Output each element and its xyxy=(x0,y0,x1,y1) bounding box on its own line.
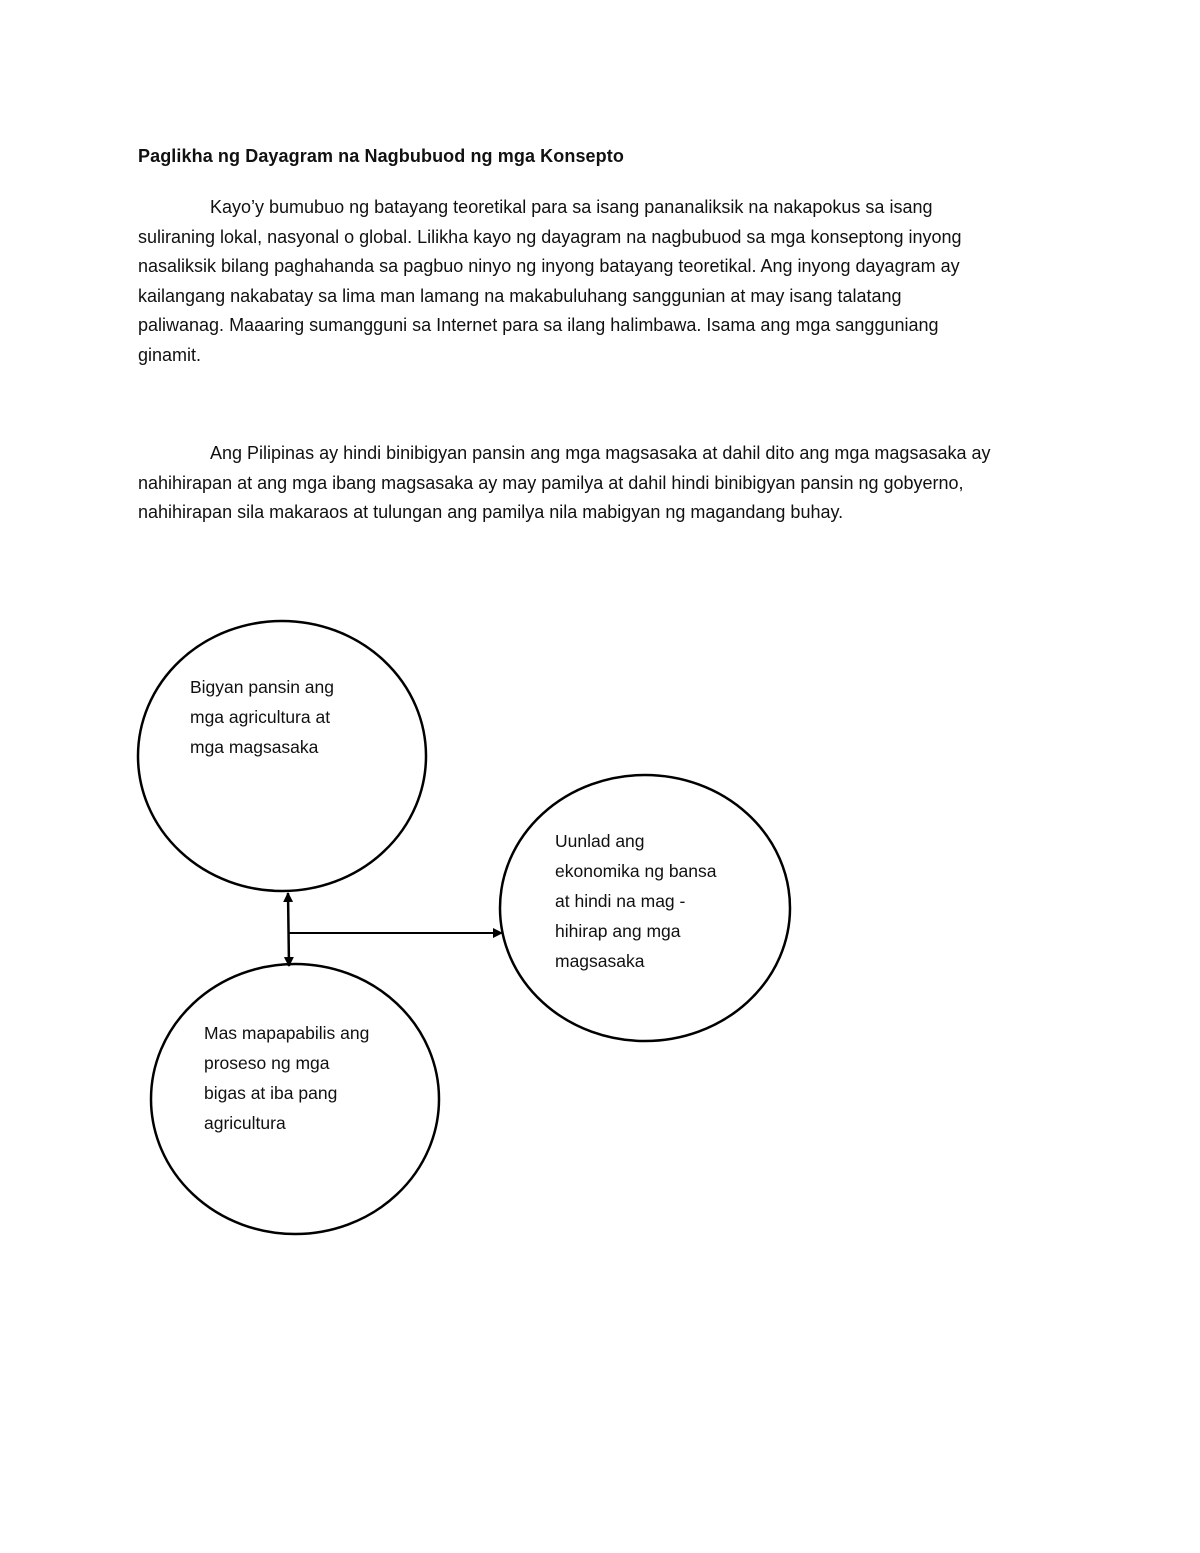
concept-line: Bigyan pansin ang xyxy=(190,677,334,697)
concept-line: proseso ng mga xyxy=(204,1053,330,1073)
paragraph-line: Kayo’y bumubuo ng batayang teoretikal para sa isang pananaliksik na nakapokus sa isang xyxy=(210,197,933,217)
paragraph-line: nahihirapan sila makaraos at tulungan ang pamilya nila mabigyan ng magandang buhay. xyxy=(138,502,844,522)
concept-line: mga magsasaka xyxy=(190,737,319,757)
paragraph-line: Ang Pilipinas ay hindi binibigyan pansin ang mga magsasaka at dahil dito ang mga magsasaka ay xyxy=(210,443,991,463)
concept-line: ekonomika ng bansa xyxy=(555,861,717,881)
concept-text-right xyxy=(555,826,717,976)
concept-text-bottom-left xyxy=(204,1018,369,1138)
concept-text-top-left xyxy=(190,672,334,762)
concept-line: bigas at iba pang xyxy=(204,1083,338,1103)
paragraph-line: kailangang nakabatay sa lima man lamang na makabuluhang sanggunian at may isang talatang xyxy=(138,285,902,306)
concept-line: Uunlad ang xyxy=(555,831,645,851)
concept-line: at hindi na mag - xyxy=(555,891,686,911)
paragraph-line: ginamit. xyxy=(138,344,202,365)
paragraph-line: nasaliksik bilang paghahanda sa pagbuo ninyo ng inyong batayang teoretikal. Ang inyong dayagram ay xyxy=(138,256,960,276)
concept-line: magsasaka xyxy=(555,951,645,971)
paragraph-line: paliwanag. Maaaring sumangguni sa Internet para sa ilang halimbawa. Isama ang mga sangguniang xyxy=(138,315,939,335)
concept-line: mga agricultura at xyxy=(190,707,331,727)
concept-line: agricultura xyxy=(204,1113,286,1133)
paragraph-line: nahihirapan at ang mga ibang magsasaka ay may pamilya at dahil hindi binibigyan pansin ng gobyerno, xyxy=(138,472,964,493)
concept-line: Mas mapapabilis ang xyxy=(204,1023,370,1043)
double-arrow-vertical xyxy=(288,893,289,966)
paragraph-line: suliraning lokal, nasyonal o global. Lilikha kayo ng dayagram na nagbubuod sa mga konseptong inyong xyxy=(138,226,962,247)
document-title: Paglikha ng Dayagram na Nagbubuod ng mga Konsepto xyxy=(138,146,624,166)
concept-line: hihirap ang mga xyxy=(555,921,681,941)
